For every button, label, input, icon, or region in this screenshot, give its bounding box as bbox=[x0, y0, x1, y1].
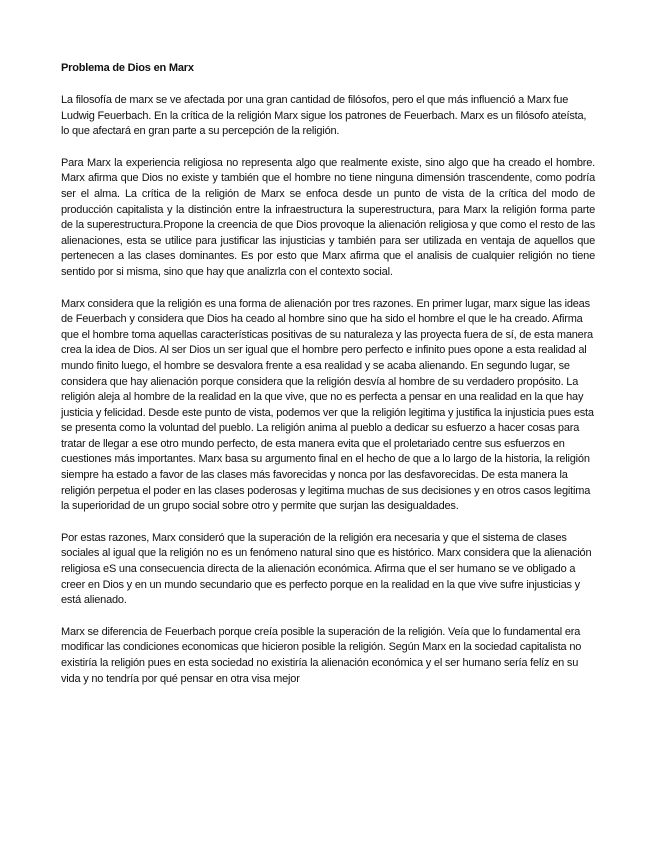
document-page bbox=[61, 60, 595, 703]
paragraph-introduction: La filosofía de marx se ve afectada por una gran cantidad de filósofos, pero el que más influenció a Marx fue Ludwig Feuerbach. En la crítica de la religión Marx sigue los patrones de Feuerbach. Marx es un filósofo ateísta, lo que afectará en gran parte a su percepción de la religión. bbox=[61, 94, 587, 138]
document-title: Problema de Dios en Marx bbox=[61, 62, 194, 74]
paragraph-three-reasons: Marx considera que la religión es una forma de alienación por tres razones. En primer lugar, marx sigue las ideas de Feuerbach y considera que Dios ha ceado al hombre sino que ha sido el hombre el que le ha creado. Afirma que el hombre toma aquellas características positivas de su naturaleza y las proyecta fuera de sí, de esta manera crea la idea de Dios. Al ser Dios un ser igual que el hombre pero perfecto e infinito pues opone a esta realidad al mundo finito luego, el hombre se desvalora frente a esa realidad y se acaba alienando. En segundo lugar, se considera que hay alienación porque considera que la religión desvía al hombre de su verdadero propósito. La religión aleja al hombre de la realidad en la que vive, que no es perfecta a pensar en una realidad en la que hay justicia y felicidad. Desde este punto de vista, podemos ver que la religión legitima y justifica la injusticia pues esta se presenta como la voluntad del pueblo. La religión anima al pueblo a dedicar su esfuerzo a hacer cosas para tratar de llegar a ese otro mundo perfecto, de esta manera evita que el proletariado centre sus esfuerzos en cuestiones más importantes. Marx basa su argumento final en el hecho de que a lo largo de la historia, la religión siempre ha estado a favor de las clases más favorecidas y nonca por las desfavorecidas. De esta manera la religión perpetua el poder en las clases poderosas y legitima muchas de sus decisiones y en otros casos legitima la superioridad de un grupo social sobre otro y permite que surjan las desigualdades. bbox=[61, 297, 594, 513]
paragraph-overcoming-religion: Por estas razones, Marx consideró que la superación de la religión era necesaria y que el sistema de clases sociales al igual que la religión no es un fenómeno natural sino que es histórico. Marx considera que la alienación religiosa eS una consecuencia directa de la alienación económica. Afirma que el ser humano se ve obligado a creer en Dios y en un mundo secundario que es perfecto porque en la realidad en la que vive sufre injusticias y está alienado. bbox=[61, 531, 592, 607]
paragraph-religious-experience: Para Marx la experiencia religiosa no representa algo que realmente existe, sino algo que ha creado el hombre. Marx afirma que Dios no existe y también que el hombre no tiene ninguna dimensión trascendente, como podría ser el alma. La crítica de la religión de Marx se enfoca desde un punto de vista de la crítica del modo de producción capitalista y la distinción entre la infraestructura la superestructura, para Marx la religión forma parte de la superestructura.Propone la creencia de que Dios provoque la alienación religiosa y que como el resto de las alienaciones, esta se utilice para justificar las injusticias y también para ser utilizada en ventaja de aquellos que pertenecen a las clases dominantes. Es por esto que Marx afirma que el analisis de cualquier religión no tiene sentido por si misma, sino que hay que analizrla con el contexto social. bbox=[61, 156, 595, 278]
paragraph-feuerbach-difference: Marx se diferencia de Feuerbach porque creía posible la superación de la religión. Veía que lo fundamental era modificar las condiciones economicas que hicieron posible la religión. Según Marx en la sociedad capitalista no existiría la religión pues en esta sociedad no existiría la alienación económica y el ser humano sería felíz en su vida y no tendría por qué pensar en otra visa mejor bbox=[61, 625, 582, 685]
